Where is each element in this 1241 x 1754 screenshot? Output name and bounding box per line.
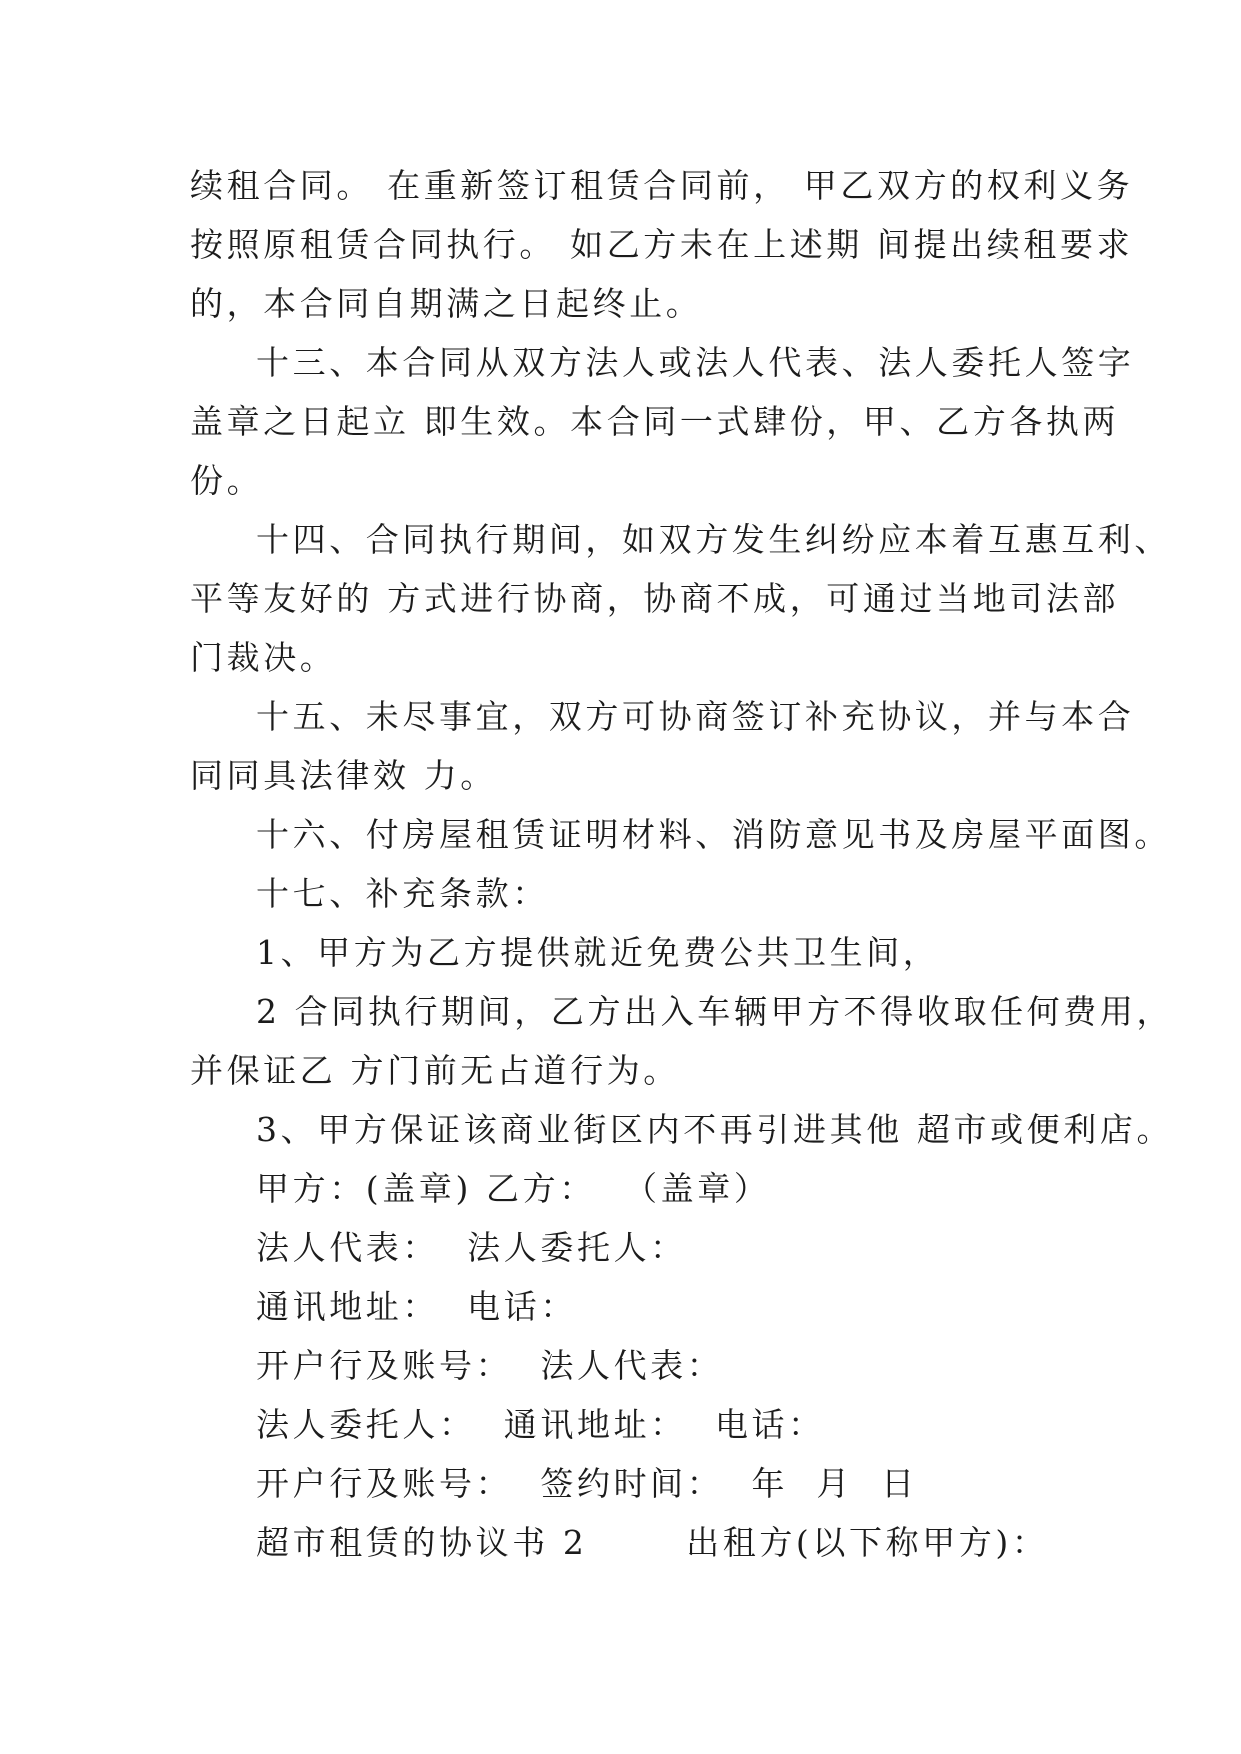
signature-field-line: 法人委托人： 通讯地址： 电话： [256,1405,825,1444]
text-line: 的，本合同自期满之日起终止。 [190,284,703,323]
text-line: 盖章之日起立 即生效。本合同一式肆份，甲、乙方各执两 [190,402,1120,441]
text-line: 续租合同。 在重新签订租赁合同前， 甲乙双方的权利义务 [190,166,1134,205]
signature-field-line: 通讯地址： 电话： [256,1287,577,1326]
clause-13-heading: 十三、本合同从双方法人或法人代表、法人委托人签字 [256,343,1135,382]
party-seal-line: 甲方：(盖章) 乙方： （盖章） [256,1169,771,1208]
clause-15-heading: 十五、未尽事宜，双方可协商签订补充协议，并与本合 [256,697,1135,736]
supplementary-item-2: 2 合同执行期间，乙方出入车辆甲方不得收取任何费用， [256,992,1174,1031]
text-line: 平等友好的 方式进行协商，协商不成，可通过当地司法部 [190,579,1120,618]
clause-14-heading: 十四、合同执行期间，如双方发生纠纷应本着互惠互利、 [256,520,1171,559]
text-line: 门裁决。 [190,638,337,677]
signature-field-line: 法人代表： 法人委托人： [256,1228,687,1267]
clause-16: 十六、付房屋租赁证明材料、消防意见书及房屋平面图。 [256,815,1171,854]
text-line: 份。 [190,461,264,500]
signature-field-line: 开户行及账号： 签约时间： 年 月 日 [256,1464,918,1503]
supplementary-item-3: 3、甲方保证该商业街区内不再引进其他 超市或便利店。 [256,1110,1174,1149]
clause-17-heading: 十七、补充条款： [256,874,549,913]
text-line: 同同具法律效 力。 [190,756,497,795]
text-line: 按照原租赁合同执行。 如乙方未在上述期 间提出续租要求 [190,225,1134,264]
signature-field-line: 开户行及账号： 法人代表： [256,1346,724,1385]
text-line: 并保证乙 方门前无占道行为。 [190,1051,680,1090]
supplementary-item-1: 1、甲方为乙方提供就近免费公共卫生间， [256,933,940,972]
next-document-title: 超市租赁的协议书 2 出租方(以下称甲方)： [256,1523,1049,1562]
